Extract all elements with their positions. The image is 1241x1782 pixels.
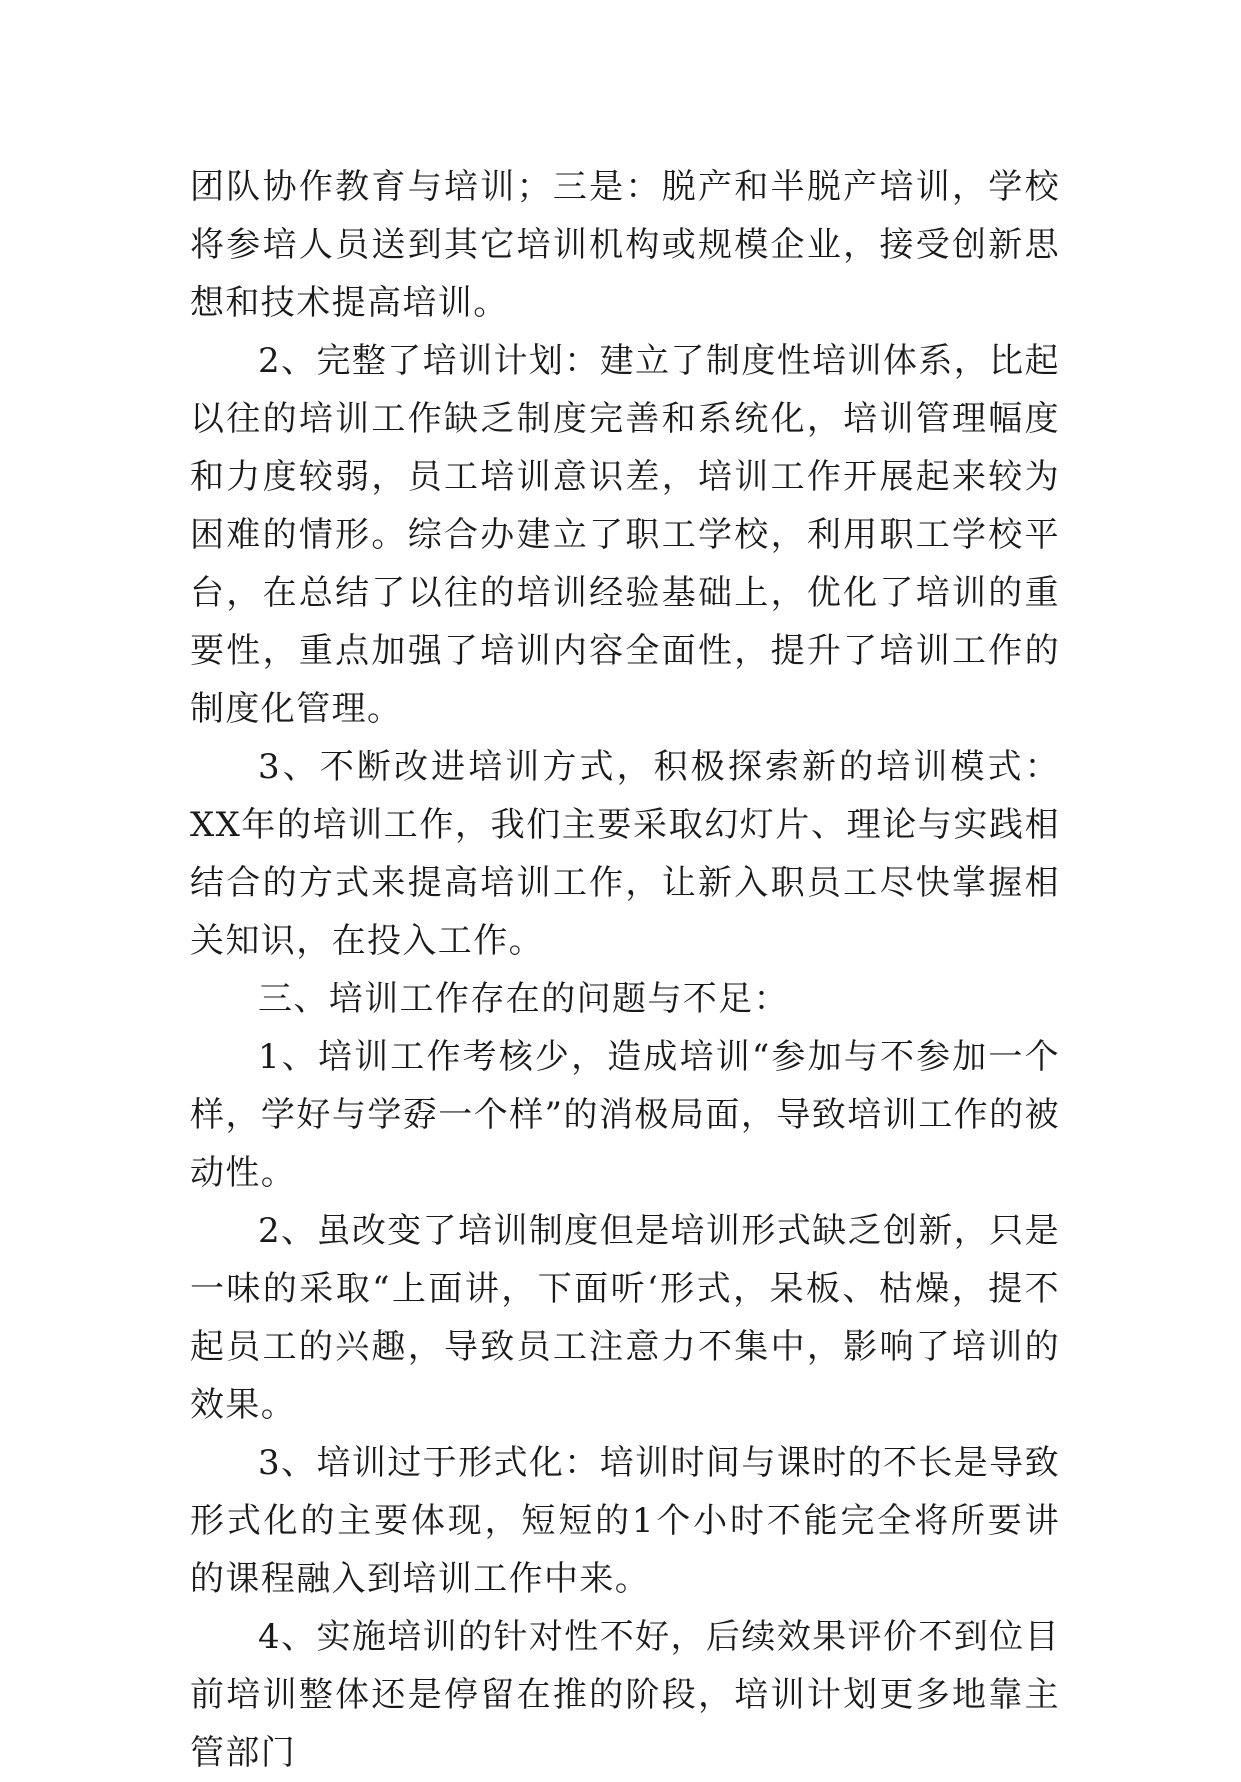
paragraph-continuation: 团队协作教育与培训；三是：脱产和半脱产培训，学校将参培人员送到其它培训机构或规模企业，接受创新思想和技术提高培训。 xyxy=(190,167,1060,323)
document-body xyxy=(190,158,1060,1782)
paragraph-problem-2: 2、虽改变了培训制度但是培训形式缺乏创新，只是一味的采取“上面讲，下面听‘形式，呆板、枯燥，提不起员工的兴趣，导致员工注意力不集中，影响了培训的效果。 xyxy=(190,1211,1060,1425)
paragraph-problem-1: 1、培训工作考核少，造成培训“参加与不参加一个样，学好与学孬一个样”的消极局面，导致培训工作的被动性。 xyxy=(190,1037,1060,1193)
paragraph-problem-3: 3、培训过于形式化：培训时间与课时的不长是导致形式化的主要体现，短短的1个小时不能完全将所要讲的课程融入到培训工作中来。 xyxy=(190,1443,1060,1599)
paragraph-training-plan: 2、完整了培训计划：建立了制度性培训体系，比起以往的培训工作缺乏制度完善和系统化，培训管理幅度和力度较弱，员工培训意识差，培训工作开展起来较为困难的情形。综合办建立了职工学校，利用职工学校平台，在总结了以往的培训经验基础上，优化了培训的重要性，重点加强了培训内容全面性，提升了培训工作的制度化管理。 xyxy=(190,341,1060,729)
paragraph-training-methods: 3、不断改进培训方式，积极探索新的培训模式：XX年的培训工作，我们主要采取幻灯片、理论与实践相结合的方式来提高培训工作，让新入职员工尽快掌握相关知识，在投入工作。 xyxy=(190,747,1060,961)
paragraph-problem-4: 4、实施培训的针对性不好，后续效果评价不到位目前培训整体还是停留在推的阶段，培训计划更多地靠主管部门 xyxy=(190,1617,1060,1773)
section-heading-problems: 三、培训工作存在的问题与不足： xyxy=(258,979,789,1019)
